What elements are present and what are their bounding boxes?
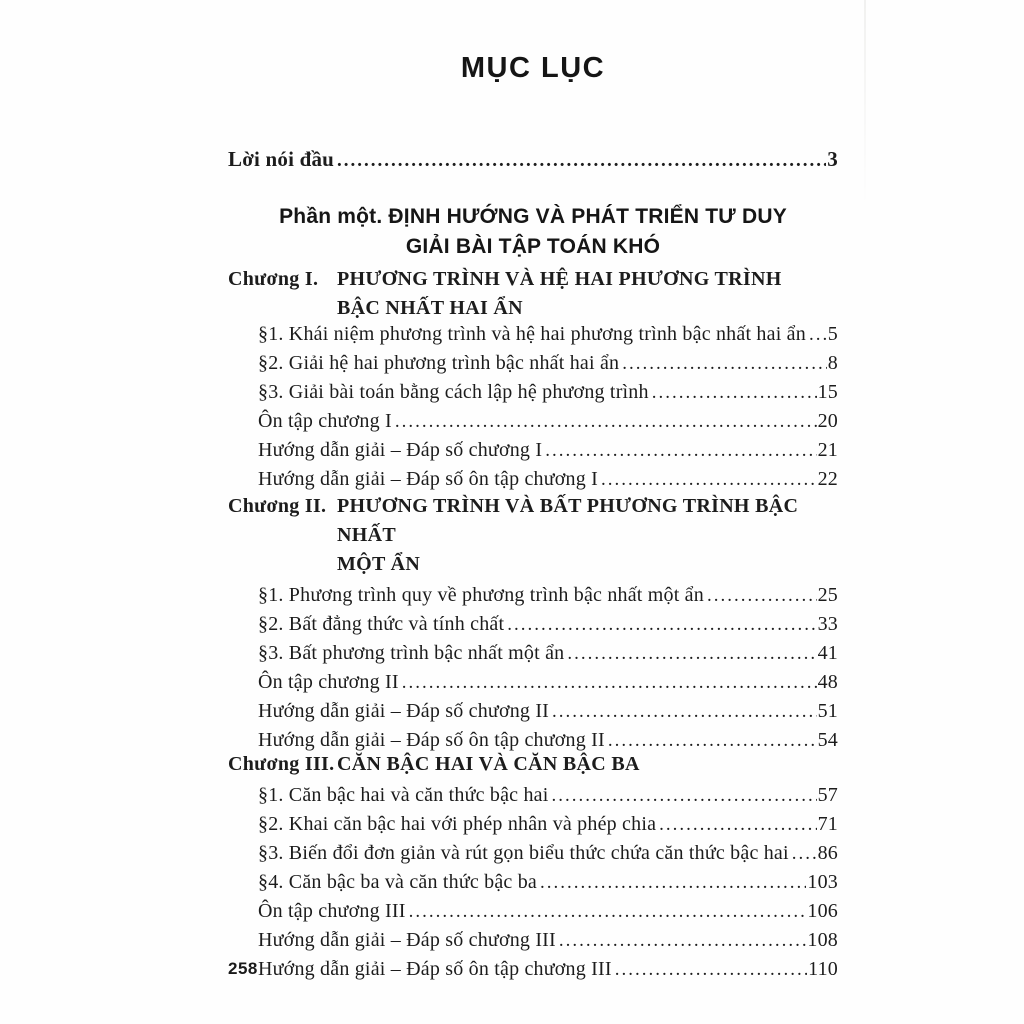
dot-leader	[552, 781, 817, 810]
toc-entry-label: Hướng dẫn giải – Đáp số chương I	[258, 439, 543, 461]
toc-entry	[258, 320, 838, 349]
chapter-entries	[258, 781, 838, 984]
toc-entry	[258, 781, 838, 810]
dot-leader	[792, 839, 817, 868]
toc-entry-page: 5	[827, 323, 838, 345]
chapter-title-line: MỘT ẨN	[337, 553, 421, 575]
toc-entry	[258, 436, 838, 465]
toc-entry	[258, 407, 838, 436]
toc-entry	[258, 839, 838, 868]
chapter-heading	[228, 265, 838, 323]
toc-entry-page: 51	[817, 700, 838, 722]
part-heading	[228, 202, 838, 262]
toc-entry-page: 8	[827, 352, 838, 374]
toc-entry-label: Hướng dẫn giải – Đáp số ôn tập chương I	[258, 468, 599, 490]
toc-entry-label: §4. Căn bậc ba và căn thức bậc ba	[258, 871, 537, 893]
toc-entry	[258, 378, 838, 407]
toc-entry	[258, 668, 838, 697]
chapter-title-line: BẬC NHẤT HAI ẨN	[337, 297, 523, 319]
toc-entry-page: 33	[817, 613, 838, 635]
dot-leader	[540, 868, 806, 897]
toc-entry-page: 103	[807, 871, 838, 893]
page-title: MỤC LỤC	[460, 52, 606, 84]
chapter-label: Chương I.	[228, 268, 319, 290]
toc-entry-label: Ôn tập chương I	[258, 410, 392, 432]
part-heading-line1: Phần một. ĐỊNH HƯỚNG VÀ PHÁT TRIỂN TƯ DUY	[279, 205, 787, 228]
toc-entry-label: Ôn tập chương III	[258, 900, 406, 922]
toc-entry-label: Hướng dẫn giải – Đáp số chương III	[258, 929, 556, 951]
toc-preface-row	[228, 146, 838, 174]
dot-leader	[337, 146, 826, 174]
chapter-heading	[228, 492, 838, 579]
toc-entry-page: 106	[807, 900, 838, 922]
scan-page-edge	[864, 0, 866, 210]
toc-page	[228, 0, 838, 984]
toc-entry-page: 41	[817, 642, 838, 664]
chapter-label: Chương III.	[228, 753, 335, 775]
dot-leader	[402, 668, 817, 697]
chapter-title-line: CĂN BẬC HAI VÀ CĂN BẬC BA	[337, 753, 640, 775]
toc-entry-page: 110	[808, 958, 838, 980]
chapter-entries	[258, 320, 838, 494]
toc-entry-page: 21	[817, 439, 838, 461]
toc-entry-page: 57	[817, 784, 838, 806]
dot-leader	[395, 407, 817, 436]
toc-entry-label: §1. Phương trình quy về phương trình bậc nhất một ẩn	[258, 584, 704, 606]
toc-entry-label: Hướng dẫn giải – Đáp số ôn tập chương III	[258, 958, 612, 980]
dot-leader	[615, 955, 807, 984]
toc-entry	[258, 810, 838, 839]
folio-page-number: 258	[228, 959, 258, 978]
toc-entry-label: §3. Giải bài toán bằng cách lập hệ phương trình	[258, 381, 649, 403]
toc-entry-label: §2. Bất đẳng thức và tính chất	[258, 613, 505, 635]
dot-leader	[809, 320, 827, 349]
dot-leader	[552, 697, 817, 726]
toc-entry	[258, 610, 838, 639]
chapter-heading	[228, 750, 838, 779]
toc-entry	[258, 581, 838, 610]
toc-entry-label: §3. Bất phương trình bậc nhất một ẩn	[258, 642, 565, 664]
dot-leader	[409, 897, 807, 926]
toc-entry-label: §2. Giải hệ hai phương trình bậc nhất hai ẩn	[258, 352, 620, 374]
toc-entry-label: §3. Biến đổi đơn giản và rút gọn biểu thức chứa căn thức bậc hai	[258, 842, 789, 864]
toc-entry	[258, 639, 838, 668]
toc-entry-label: Hướng dẫn giải – Đáp số chương II	[258, 700, 550, 722]
dot-leader	[659, 810, 816, 839]
dot-leader	[601, 465, 817, 494]
chapter-title-line: PHƯƠNG TRÌNH VÀ HỆ HAI PHƯƠNG TRÌNH	[337, 268, 782, 290]
toc-entry	[258, 349, 838, 378]
toc-entry-page: 86	[817, 842, 838, 864]
toc-entry-label: §1. Khái niệm phương trình và hệ hai phương trình bậc nhất hai ẩn	[258, 323, 806, 345]
toc-entry-page: 22	[817, 468, 838, 490]
toc-entry	[258, 465, 838, 494]
part-heading-line2: GIẢI BÀI TẬP TOÁN KHÓ	[405, 235, 661, 258]
toc-entry	[258, 955, 838, 984]
toc-entry-page: 48	[817, 671, 838, 693]
chapter-title-line: PHƯƠNG TRÌNH VÀ BẤT PHƯƠNG TRÌNH BẬC NHẤT	[337, 495, 799, 546]
toc-entry	[258, 697, 838, 726]
dot-leader	[559, 926, 806, 955]
dot-leader	[652, 378, 817, 407]
dot-leader	[707, 581, 817, 610]
toc-entry-label: Ôn tập chương II	[258, 671, 399, 693]
dot-leader	[507, 610, 816, 639]
toc-entry	[258, 926, 838, 955]
chapter-entries	[258, 581, 838, 755]
preface-label: Lời nói đầu	[228, 147, 335, 171]
toc-entry-page: 71	[817, 813, 838, 835]
toc-entry-label: §1. Căn bậc hai và căn thức bậc hai	[258, 784, 549, 806]
dot-leader	[545, 436, 816, 465]
dot-leader	[622, 349, 827, 378]
chapter-label: Chương II.	[228, 495, 327, 517]
preface-page-number: 3	[827, 147, 838, 171]
toc-entry-page: 108	[807, 929, 838, 951]
toc-entry-page: 20	[817, 410, 838, 432]
toc-entry-page: 25	[817, 584, 838, 606]
toc-entry	[258, 897, 838, 926]
dot-leader	[567, 639, 816, 668]
toc-entry-page: 15	[817, 381, 838, 403]
toc-entry-page: 54	[817, 729, 838, 751]
toc-entry	[258, 868, 838, 897]
toc-entry-label: §2. Khai căn bậc hai với phép nhân và phép chia	[258, 813, 657, 835]
toc-entry-label: Hướng dẫn giải – Đáp số ôn tập chương II	[258, 729, 605, 751]
